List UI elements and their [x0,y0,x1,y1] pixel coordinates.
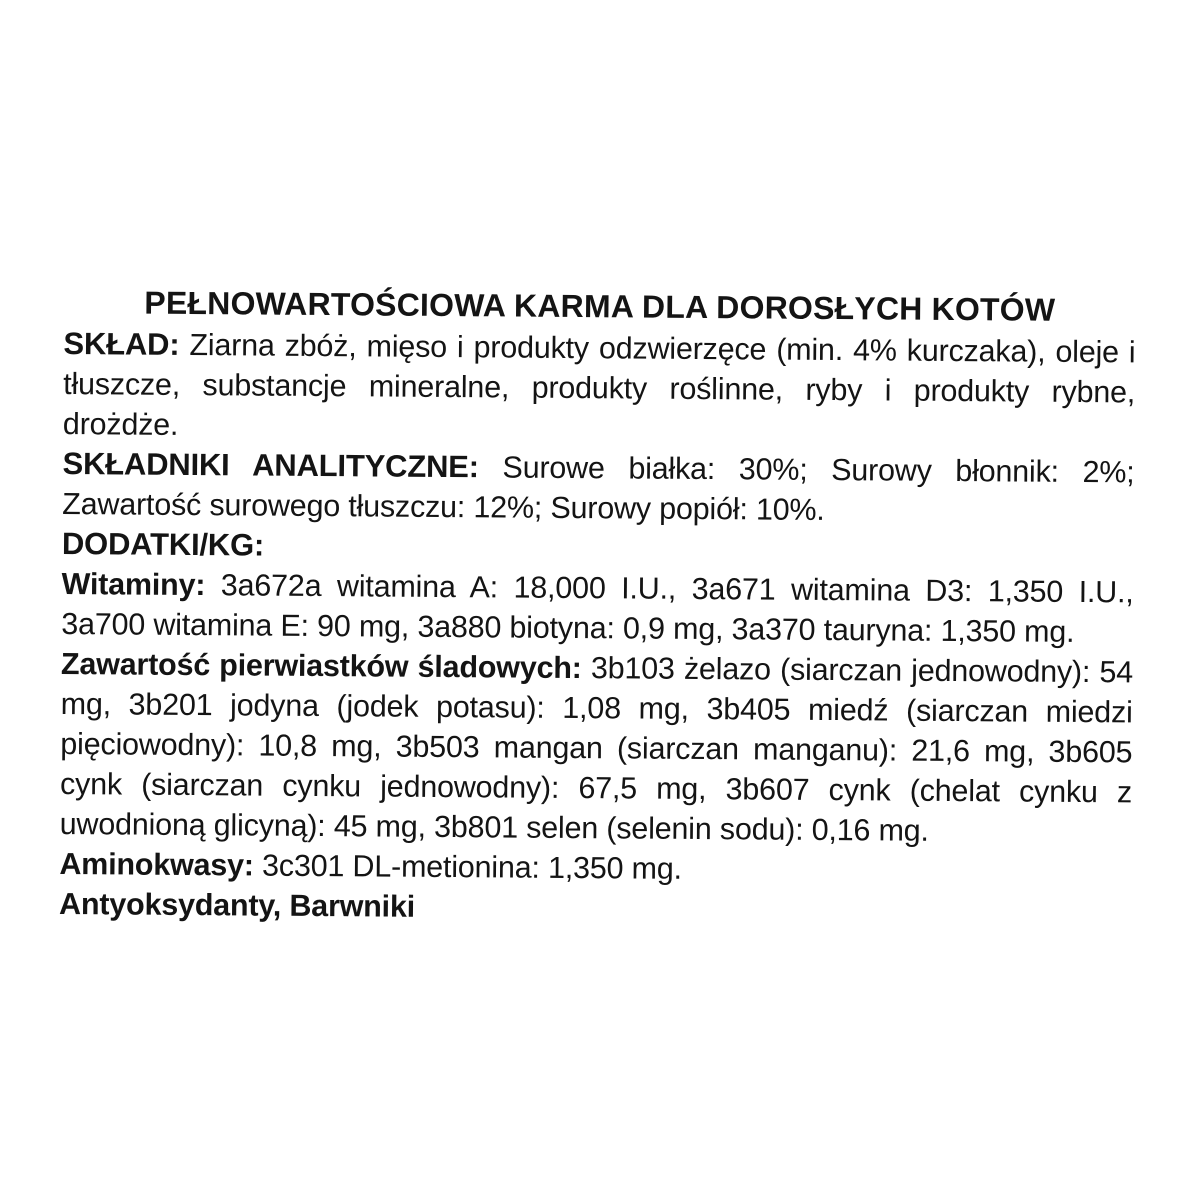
amino-acids-text: 3c301 DL-metionina: 1,350 mg. [261,848,683,886]
trace-elements-text: 3b103 żelazo (siarczan jednowodny): 54 mg, 3b201 jodyna (jodek potasu): 1,08 mg, 3b405 miedź (siarczan miedzi pięciowodny): 10,8 mg, 3b503 mangan (siarczan manganu): 21,6 mg, 3b605 cynk (siarczan cynku jednowodny): 67,5 mg, 3b607 cynk (chelat cynku z uwodnioną glicyną): 45 mg, 3b801 selen (selenin sodu): 0,16 mg. [59,651,1134,848]
vitamins-paragraph [61,564,1134,652]
composition-label: SKŁAD: [63,325,180,362]
amino-acids-label: Aminokwasy: [59,846,254,883]
vitamins-label: Witaminy: [61,566,206,603]
composition-paragraph [63,324,1136,452]
pet-food-label-text [59,282,1136,932]
other-additives-line [59,884,1131,932]
additives-heading-label: DODATKI/KG: [61,525,265,563]
composition-text: Ziarna zbóż, mięso i produkty odzwierzęce (min. 4% kurczaka), oleje i tłuszcze, substancje mineralne, produkty roślinne, ryby i produkty rybne, drożdże. [62,327,1136,442]
trace-elements-label: Zawartość pierwiastków śladowych: [60,646,582,686]
label-title: PEŁNOWARTOŚCIOWA KARMA DLA DOROSŁYCH KOTÓW [144,284,1056,328]
other-additives-label: Antyoksydanty, Barwniki [58,886,416,924]
analytical-constituents-label: SKŁADNIKI ANALITYCZNE: [62,445,479,485]
analytical-constituents-text: Surowe białka: 30%; Surowy błonnik: 2%; Zawartość surowego tłuszczu: 12%; Surowy popiół: 10%. [62,450,1135,527]
vitamins-text: 3a672a witamina A: 18,000 I.U., 3a671 witamina D3: 1,350 I.U., 3a700 witamina E: 90 mg, 3a880 biotyna: 0,9 mg, 3a370 tauryna: 1,350 mg. [61,568,1134,649]
trace-elements-paragraph [60,644,1134,852]
analytical-constituents-paragraph [62,444,1135,532]
